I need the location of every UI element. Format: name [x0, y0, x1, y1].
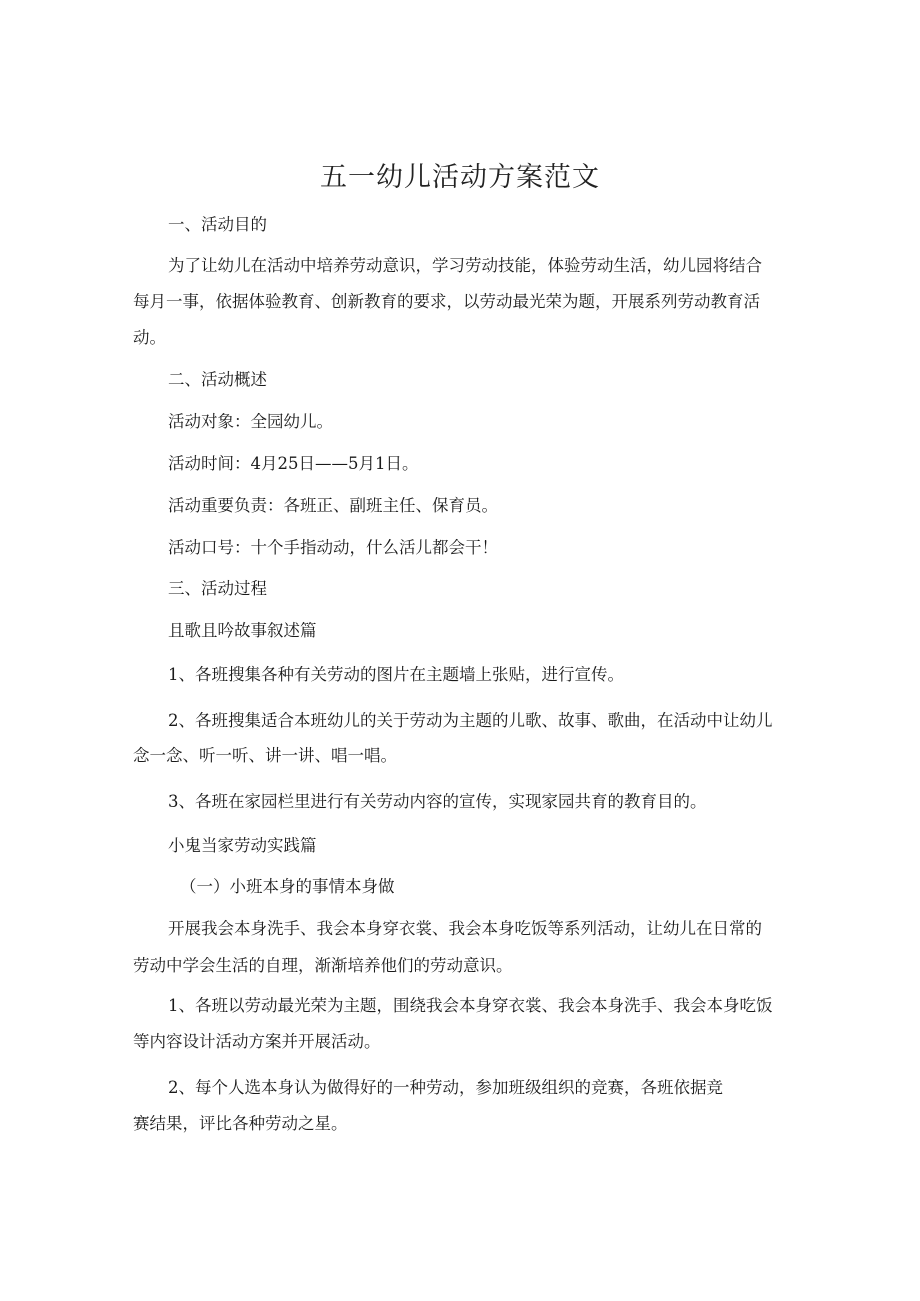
- list-item: 3、各班在家园栏里进行有关劳动内容的宣传，实现家园共育的教育目的。: [168, 792, 707, 811]
- paragraph-line: 念一念、听一听、讲一讲、唱一唱。: [133, 746, 397, 765]
- paragraph-line: 赛结果，评比各种劳动之星。: [133, 1114, 348, 1133]
- subsection-heading: 小鬼当家劳动实践篇: [168, 836, 317, 855]
- list-item: 1、各班以劳动最光荣为主题，围绕我会本身穿衣裳、我会本身洗手、我会本身吃饭: [168, 996, 773, 1015]
- paragraph-line: 等内容设计活动方案并开展活动。: [133, 1032, 381, 1051]
- section-heading-process: 三、活动过程: [168, 579, 267, 598]
- paragraph-line: 劳动中学会生活的自理，渐渐培养他们的劳动意识。: [133, 956, 513, 975]
- paragraph-line: 为了让幼儿在活动中培养劳动意识，学习劳动技能，体验劳动生活，幼儿园将结合: [168, 256, 762, 275]
- section-heading-overview: 二、活动概述: [168, 370, 267, 389]
- list-item: 1、各班搜集各种有关劳动的图片在主题墙上张贴，进行宣传。: [168, 665, 624, 684]
- section-heading-purpose: 一、活动目的: [168, 215, 267, 234]
- paragraph-line: 活动重要负责：各班正、副班主任、保育员。: [168, 496, 498, 515]
- subsection-heading: 且歌且吟故事叙述篇: [168, 621, 317, 640]
- paragraph-line: 活动时间：4月25日——5月1日。: [168, 454, 419, 473]
- paragraph-line: 每月一事，依据体验教育、创新教育的要求，以劳动最光荣为题，开展系列劳动教育活: [133, 292, 760, 311]
- list-item: 2、各班搜集适合本班幼儿的关于劳动为主题的儿歌、故事、歌曲，在活动中让幼儿: [168, 711, 773, 730]
- paragraph-line: 动。: [133, 328, 166, 347]
- list-item: 2、每个人选本身认为做得好的一种劳动，参加班级组织的竞赛，各班依据竞: [168, 1078, 723, 1097]
- paragraph-line: 活动对象：全园幼儿。: [168, 412, 333, 431]
- paragraph-line: 活动口号：十个手指动动，什么活儿都会干！: [168, 538, 498, 557]
- paragraph-line: 开展我会本身洗手、我会本身穿衣裳、我会本身吃饭等系列活动，让幼儿在日常的: [168, 919, 762, 938]
- subsection-heading: （一）小班本身的事情本身做: [180, 877, 395, 896]
- document-title: 五一幼儿活动方案范文: [320, 162, 600, 193]
